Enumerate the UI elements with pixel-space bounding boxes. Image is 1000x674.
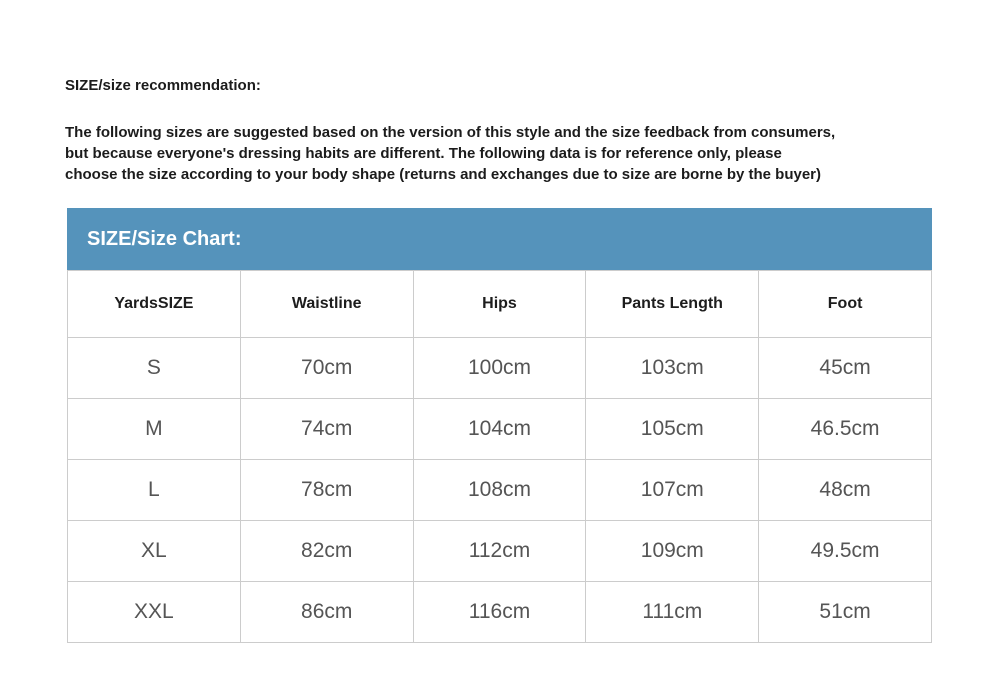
cell-waistline: 78cm [240, 460, 413, 521]
table-row-xxl [68, 582, 932, 643]
cell-hips: 112cm [413, 521, 586, 582]
cell-hips: 100cm [413, 338, 586, 399]
column-header-hips: Hips [413, 271, 586, 338]
cell-waistline: 74cm [240, 399, 413, 460]
column-header-yards-size: YardsSIZE [68, 271, 241, 338]
cell-hips: 108cm [413, 460, 586, 521]
cell-size-label: XXL [68, 582, 241, 643]
cell-pants-length: 111cm [586, 582, 759, 643]
cell-foot: 49.5cm [759, 521, 932, 582]
column-header-waistline: Waistline [240, 271, 413, 338]
size-table-header [68, 271, 932, 338]
paragraph-line: choose the size according to your body shape (returns and exchanges due to size are borne by the buyer) [65, 166, 822, 183]
cell-pants-length: 107cm [586, 460, 759, 521]
table-row-s [68, 338, 932, 399]
header-row [68, 271, 932, 338]
cell-waistline: 82cm [240, 521, 413, 582]
cell-foot: 46.5cm [759, 399, 932, 460]
size-recommendation-paragraph [65, 122, 945, 185]
table-row-l [68, 460, 932, 521]
cell-pants-length: 109cm [586, 521, 759, 582]
cell-waistline: 86cm [240, 582, 413, 643]
cell-pants-length: 105cm [586, 399, 759, 460]
cell-foot: 48cm [759, 460, 932, 521]
size-recommendation-title: SIZE/size recommendation: [65, 77, 261, 94]
cell-size-label: XL [68, 521, 241, 582]
table-row-xl [68, 521, 932, 582]
column-header-pants-length: Pants Length [586, 271, 759, 338]
size-table-body [68, 338, 932, 643]
cell-foot: 51cm [759, 582, 932, 643]
table-row-m [68, 399, 932, 460]
paragraph-line: The following sizes are suggested based on the version of this style and the size feedback from consumers, [65, 124, 836, 141]
cell-size-label: M [68, 399, 241, 460]
cell-foot: 45cm [759, 338, 932, 399]
size-chart-banner: SIZE/Size Chart: [67, 208, 932, 270]
cell-pants-length: 103cm [586, 338, 759, 399]
cell-hips: 104cm [413, 399, 586, 460]
cell-hips: 116cm [413, 582, 586, 643]
paragraph-line: but because everyone's dressing habits are different. The following data is for reference only, please [65, 145, 782, 162]
cell-size-label: S [68, 338, 241, 399]
column-header-foot: Foot [759, 271, 932, 338]
cell-size-label: L [68, 460, 241, 521]
size-chart-table [67, 270, 932, 643]
cell-waistline: 70cm [240, 338, 413, 399]
